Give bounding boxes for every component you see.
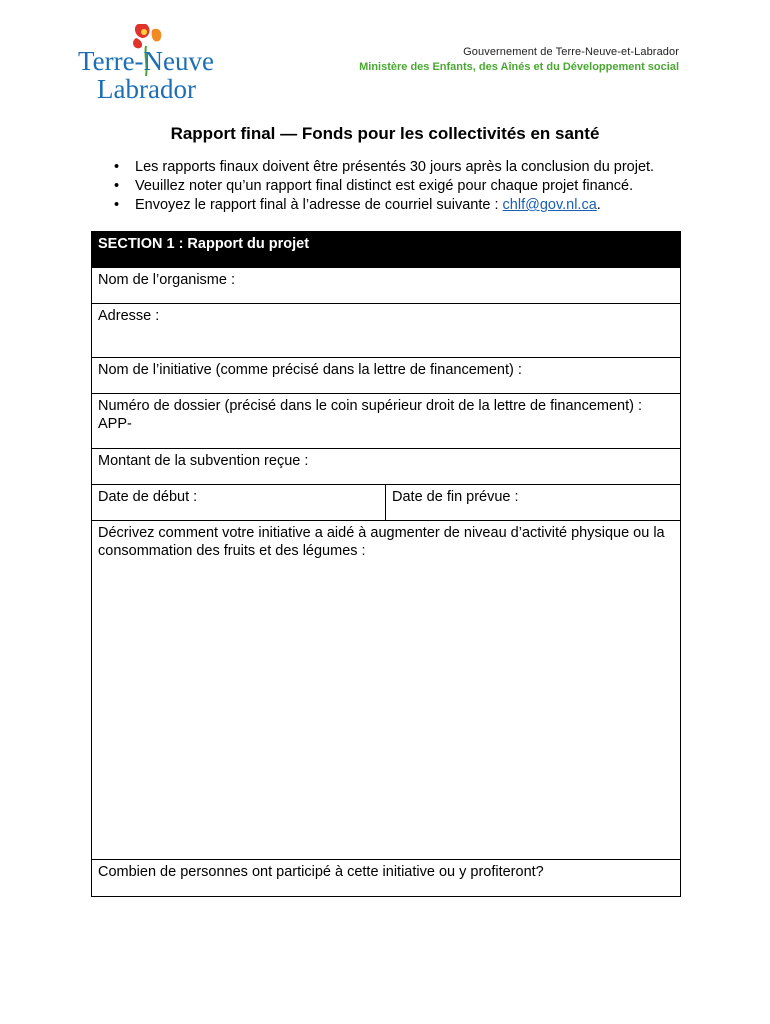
list-item: • Veuillez noter qu’un rapport final distinct est exigé pour chaque projet financé. [114,177,654,196]
government-logo [78,16,228,106]
pitcher-plant-flower-icon [78,16,228,106]
description-field[interactable]: Décrivez comment votre initiative a aidé à augmenter de niveau d’activité physique ou la consommation des fruits et des légumes : [92,521,681,860]
page-title: Rapport final — Fonds pour les collectivités en santé [170,124,600,143]
file-number-field[interactable]: Numéro de dossier (précisé dans le coin supérieur droit de la lettre de financement) : APP- [92,394,681,449]
list-item: • Envoyez le rapport final à l’adresse de courriel suivante : chlf@gov.nl.ca. [114,196,654,215]
section-header: SECTION 1 : Rapport du projet [92,232,681,268]
end-date-field[interactable]: Date de fin prévue : [386,485,681,521]
start-date-field[interactable]: Date de début : [92,485,386,521]
project-report-form [91,231,681,897]
header-block [359,46,679,73]
file-number-prefix: APP- [98,416,132,432]
participants-field[interactable]: Combien de personnes ont participé à cette initiative ou y profiteront? [92,860,681,897]
grant-amount-field[interactable]: Montant de la subvention reçue : [92,449,681,485]
svg-text:Labrador: Labrador [97,74,196,104]
instructions-list [114,158,654,215]
email-link[interactable]: chlf@gov.nl.ca [502,197,597,213]
svg-text:Terre-Neuve: Terre-Neuve [78,46,215,76]
list-item: • Les rapports finaux doivent être présentés 30 jours après la conclusion du projet. [114,158,654,177]
address-field[interactable]: Adresse : [92,304,681,358]
ministry-name: Ministère des Enfants, des Aînés et du Développement social [359,61,679,73]
government-name: Gouvernement de Terre-Neuve-et-Labrador [463,46,679,58]
initiative-name-field[interactable]: Nom de l’initiative (comme précisé dans la lettre de financement) : [92,358,681,394]
org-name-field[interactable]: Nom de l’organisme : [92,268,681,304]
